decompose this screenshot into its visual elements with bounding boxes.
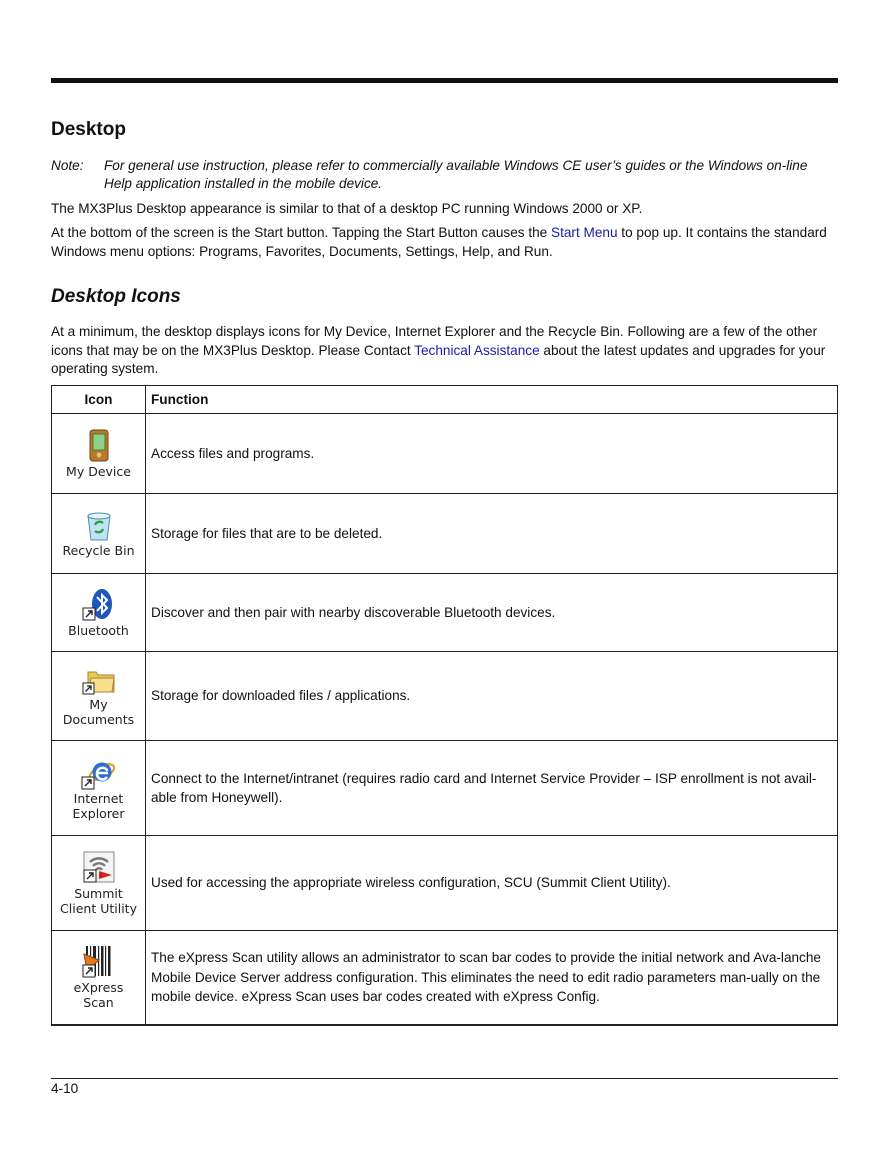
table-row bbox=[52, 494, 838, 574]
desktop-icons-paragraph bbox=[51, 323, 841, 379]
icon-cell bbox=[52, 652, 146, 741]
technical-assistance-link[interactable]: Technical Assistance bbox=[414, 342, 540, 358]
table-row bbox=[52, 574, 838, 652]
icon-label: My Device bbox=[66, 463, 131, 479]
icon-cell bbox=[52, 494, 146, 574]
function-description: Used for accessing the appropriate wireless configuration, SCU (Summit Client Utility). bbox=[146, 836, 838, 931]
note bbox=[51, 157, 841, 193]
desktop-intro-paragraph: The MX3Plus Desktop appearance is similar to that of a desktop PC running Windows 2000 or XP. bbox=[51, 201, 643, 216]
function-description: Storage for files that are to be deleted. bbox=[146, 494, 838, 574]
function-description: Access files and programs. bbox=[146, 414, 838, 494]
desktop-icons-table bbox=[51, 385, 838, 1026]
icon-cell bbox=[52, 931, 146, 1025]
function-description: Storage for downloaded files / applications. bbox=[146, 652, 838, 741]
icon-cell bbox=[52, 836, 146, 931]
icon-cell bbox=[52, 414, 146, 494]
table-row bbox=[52, 414, 838, 494]
table-row bbox=[52, 836, 838, 931]
paragraph-text: At a minimum, the desktop displays icons for My Device, Internet Explorer and the Recycle Bin. Following are a few of the other icons that may be on the MX3Plus Desktop. Please Contact bbox=[51, 324, 818, 358]
header-rule bbox=[51, 78, 838, 83]
function-description: The eXpress Scan utility allows an administrator to scan bar codes to provide the initial network and Ava-lanche Mobile Device Server address configuration. This eliminates the need to edit radio parameters man-ually on the mobile device. eXpress Scan uses bar codes created with eXpress Config. bbox=[146, 931, 838, 1025]
note-label: Note: bbox=[51, 158, 84, 173]
icon-label: Internet Explorer bbox=[72, 790, 125, 821]
internet-explorer-icon bbox=[81, 756, 117, 790]
my-device-icon bbox=[86, 429, 112, 463]
icon-label: Bluetooth bbox=[68, 622, 129, 638]
recycle-bin-icon bbox=[84, 510, 114, 542]
note-line-2: Help application installed in the mobile device. bbox=[104, 176, 383, 191]
start-button-paragraph bbox=[51, 224, 841, 261]
express-scan-icon bbox=[81, 945, 117, 979]
my-documents-icon bbox=[82, 666, 116, 696]
icon-label: Recycle Bin bbox=[62, 542, 135, 558]
function-description: Connect to the Internet/intranet (requires radio card and Internet Service Provider – ISP enrollment is not avail-able from Honeywell). bbox=[146, 741, 838, 836]
paragraph-text: to pop up. It contains the standard Windows menu options: Programs, Favorites, Documents, Settings, Help, and Run. bbox=[51, 225, 827, 259]
footer-rule bbox=[51, 1078, 838, 1079]
section-heading: Desktop bbox=[51, 119, 126, 140]
table-header-row bbox=[52, 386, 838, 414]
icon-label: eXpress Scan bbox=[73, 979, 124, 1010]
paragraph-text: about the latest updates and upgrades for your operating system. bbox=[51, 342, 826, 376]
icon-label: Summit Client Utility bbox=[60, 885, 137, 916]
icon-cell bbox=[52, 741, 146, 836]
page-number: 4-10 bbox=[51, 1081, 79, 1096]
icon-cell bbox=[52, 574, 146, 652]
bluetooth-icon bbox=[82, 588, 116, 622]
function-description: Discover and then pair with nearby discoverable Bluetooth devices. bbox=[146, 574, 838, 652]
column-header-function: Function bbox=[146, 386, 838, 414]
table-row bbox=[52, 741, 838, 836]
table-row bbox=[52, 931, 838, 1025]
column-header-icon: Icon bbox=[52, 386, 146, 414]
table-row bbox=[52, 652, 838, 741]
subsection-heading: Desktop Icons bbox=[51, 286, 181, 307]
note-line-1: For general use instruction, please refer to commercially available Windows CE user’s guides or the Windows on-line bbox=[104, 158, 808, 173]
start-menu-link[interactable]: Start Menu bbox=[551, 225, 618, 240]
paragraph-text: At the bottom of the screen is the Start button. Tapping the Start Button causes the bbox=[51, 225, 552, 240]
icon-label: My Documents bbox=[62, 696, 135, 727]
summit-client-utility-icon bbox=[81, 851, 117, 885]
